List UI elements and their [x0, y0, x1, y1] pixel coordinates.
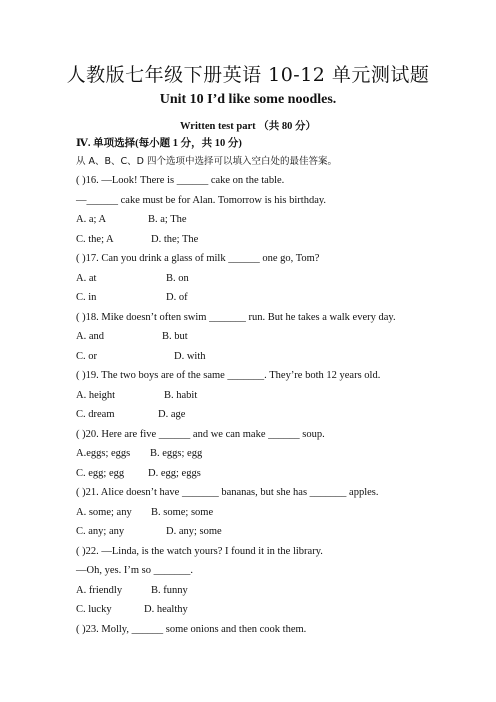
question-18-stem: ( )18. Mike doesn’t often swim _______ run. But he takes a walk every day. — [76, 312, 396, 323]
question-22-stem-2: —Oh, yes. I’m so _______. — [76, 565, 193, 576]
option-d: D. the; The — [151, 234, 199, 245]
question-17-options-ab — [76, 272, 189, 286]
question-21-options-ab — [76, 506, 213, 520]
option-c: C. the; A — [76, 234, 114, 245]
option-c: C. dream — [76, 409, 115, 420]
option-d: D. any; some — [166, 526, 222, 537]
option-a: A. and — [76, 331, 104, 342]
option-d: D. age — [158, 409, 186, 420]
question-22-options-ab — [76, 584, 188, 598]
option-b: B. eggs; egg — [150, 448, 203, 459]
option-c: C. in — [76, 292, 97, 303]
option-b: B. on — [166, 273, 189, 284]
question-16-stem-2: —______ cake must be for Alan. Tomorrow is his birthday. — [76, 195, 327, 206]
option-a: A.eggs; eggs — [76, 448, 131, 459]
question-19-options-ab — [76, 389, 197, 403]
question-16-options-ab — [76, 213, 187, 227]
option-a: A. a; A — [76, 214, 107, 225]
option-c: C. lucky — [76, 604, 112, 615]
page-title: 人教版七年级下册英语 10-12 单元测试题 — [66, 64, 430, 86]
instruction-text: 从 A、B、C、D 四个选项中选择可以填入空白处的最佳答案。 — [76, 156, 338, 167]
question-17-stem: ( )17. Can you drink a glass of milk ______ one go, Tom? — [76, 253, 320, 264]
question-18-options-ab — [76, 330, 188, 344]
option-d: D. of — [166, 292, 188, 303]
question-16-stem: ( )16. —Look! There is ______ cake on the table. — [76, 175, 285, 186]
section-heading: Ⅳ. 单项选择(每小题 1 分，共 10 分) — [76, 138, 242, 149]
option-b: B. funny — [151, 585, 188, 596]
written-part-heading: Written test part （共 80 分） — [180, 121, 316, 132]
question-19-options-cd — [76, 408, 185, 422]
unit-heading: Unit 10 I’d like some noodles. — [159, 92, 337, 107]
option-b: B. but — [162, 331, 188, 342]
option-c: C. any; any — [76, 526, 125, 537]
option-b: B. a; The — [148, 214, 187, 225]
question-21-options-cd — [76, 525, 222, 539]
option-d: D. egg; eggs — [148, 468, 201, 479]
question-20-options-ab — [76, 447, 202, 461]
question-20-options-cd — [76, 467, 201, 481]
question-20-stem: ( )20. Here are five ______ and we can make ______ soup. — [76, 429, 325, 440]
option-c: C. or — [76, 351, 97, 362]
question-19-stem: ( )19. The two boys are of the same _______. They’re both 12 years old. — [76, 370, 381, 381]
option-b: B. some; some — [151, 507, 214, 518]
option-a: A. height — [76, 390, 116, 401]
option-a: A. friendly — [76, 585, 123, 596]
option-b: B. habit — [164, 390, 198, 401]
question-17-options-cd — [76, 291, 188, 305]
question-22-stem: ( )22. —Linda, is the watch yours? I found it in the library. — [76, 546, 323, 557]
option-c: C. egg; egg — [76, 468, 125, 479]
option-d: D. with — [174, 351, 206, 362]
option-a: A. at — [76, 273, 97, 284]
question-22-options-cd — [76, 603, 188, 617]
question-21-stem: ( )21. Alice doesn’t have _______ bananas, but she has _______ apples. — [76, 487, 379, 498]
option-d: D. healthy — [144, 604, 188, 615]
option-a: A. some; any — [76, 507, 132, 518]
question-23-stem: ( )23. Molly, ______ some onions and then cook them. — [76, 624, 307, 635]
question-18-options-cd — [76, 350, 206, 364]
question-16-options-cd — [76, 233, 198, 247]
